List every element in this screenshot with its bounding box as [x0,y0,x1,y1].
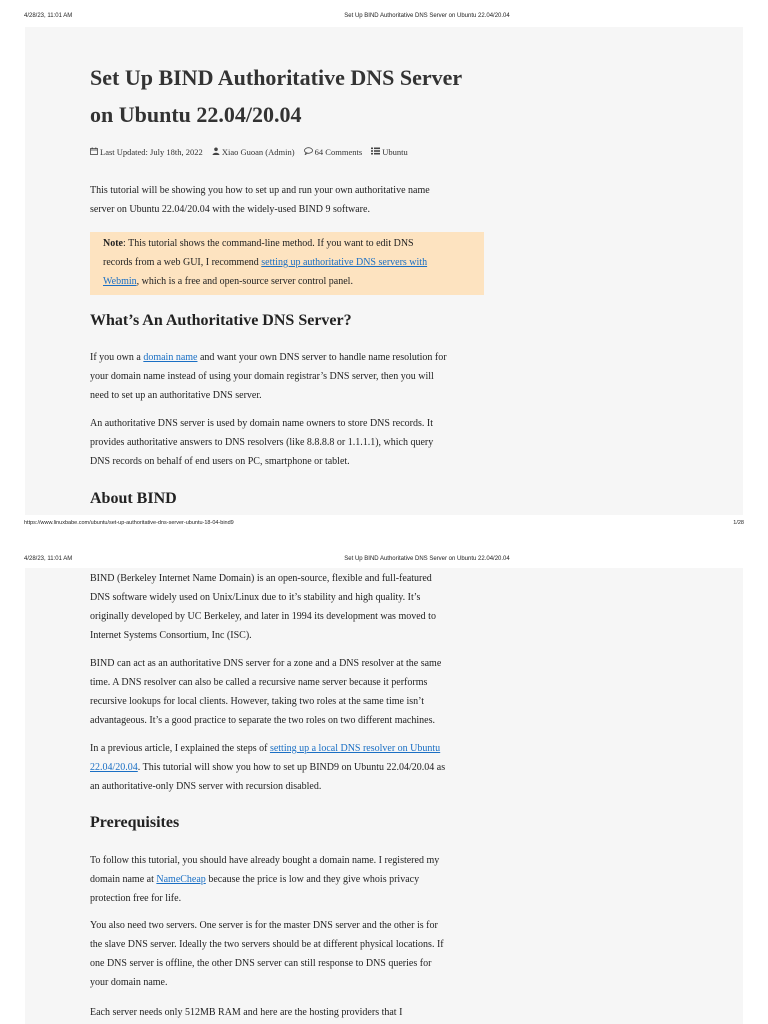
intro-line: This tutorial will be showing you how to set up and run your own authoritative name [90,185,430,196]
title-line-1: Set Up BIND Authoritative DNS Server [90,65,463,90]
text: To follow this tutorial, you should have already bought a domain name. I registered my [90,855,440,866]
article-title [90,59,484,133]
namecheap-link[interactable]: NameCheap [156,874,206,885]
text: You also need two servers. One server is for the master DNS server and the other is for [90,920,438,931]
text: your domain name instead of using your domain registrar’s DNS server, then you will [90,371,434,382]
text: and want your own DNS server to handle name resolution for [197,352,447,363]
text: domain name at [90,874,157,885]
header-title: Set Up BIND Authoritative DNS Server on Ubuntu 22.04/20.04 [344,13,510,19]
dns-resolver-link[interactable]: setting up a local DNS resolver on Ubuntu [269,743,441,754]
text: an authoritative-only DNS server with recursion disabled. [90,781,322,792]
paragraph [90,348,484,405]
text: DNS records on behalf of end users on PC, smartphone or tablet. [90,456,350,467]
text: BIND can act as an authoritative DNS server for a zone and a DNS resolver at the same [90,658,442,669]
text: In a previous article, I explained the steps of [90,743,270,754]
domain-name-link[interactable]: domain name [143,352,198,363]
text: advantageous. It’s a good practice to separate the two roles on two different machines. [90,715,435,726]
last-updated: Last Updated: July 18th, 2022 [100,147,203,157]
text: your domain name. [90,977,168,988]
author-link[interactable]: Xiao Guoan (Admin) [221,147,295,157]
note-text: , which is a free and open-source server control panel. [136,276,353,287]
title-line-2: on Ubuntu 22.04/20.04 [90,102,302,127]
page2-sheet [25,568,743,1024]
comments-icon [304,146,313,160]
webmin-link[interactable]: setting up authoritative DNS servers with [261,257,428,268]
footer-page: 1/28 [733,520,744,526]
paragraph [90,569,484,645]
intro-paragraph [90,181,484,219]
note-text: records from a web GUI, I recommend [103,257,262,268]
page1-sheet [25,27,743,515]
note-box [90,232,484,295]
note-label: Note [103,238,123,249]
note-text: : This tutorial shows the command-line method. If you want to edit DNS [123,238,414,249]
page1-header [0,13,768,27]
header-datetime: 4/28/23, 11:01 AM [24,556,73,562]
list-icon [371,146,380,160]
header-datetime: 4/28/23, 11:01 AM [24,13,73,19]
section-heading [90,813,484,833]
text: one DNS server is offline, the other DNS server can still response to DNS queries for [90,958,432,969]
heading-about-bind: About BIND [90,490,177,507]
category-link[interactable]: Ubuntu [382,147,408,157]
user-icon [212,146,220,160]
paragraph [90,739,484,796]
text: because the price is low and they give whois privacy [205,874,420,885]
text: Internet Systems Consortium, Inc (ISC). [90,630,252,641]
post-meta [90,145,484,160]
text: provides authoritative answers to DNS resolvers (like 8.8.8.8 or 1.1.1.1), which query [90,437,434,448]
intro-line: server on Ubuntu 22.04/20.04 with the widely-used BIND 9 software. [90,204,370,215]
text: the slave DNS server. Ideally the two servers should be at different physical locations. If [90,939,444,950]
page1-footer [0,520,768,534]
text: need to set up an authoritative DNS server. [90,390,262,401]
text: originally developed by UC Berkeley, and later in 1994 its development was moved to [90,611,436,622]
text: recursive lookups for local clients. However, taking two roles at the same time isn’t [90,696,425,707]
text: . This tutorial will show you how to set up BIND9 on Ubuntu 22.04/20.04 as [137,762,446,773]
dns-resolver-link-cont[interactable]: 22.04/20.04 [90,762,138,773]
webmin-link-cont[interactable]: Webmin [103,276,137,287]
header-title: Set Up BIND Authoritative DNS Server on Ubuntu 22.04/20.04 [344,556,510,562]
section-heading [90,489,484,509]
text: An authoritative DNS server is used by domain name owners to store DNS records. It [90,418,433,429]
paragraph [90,1003,484,1022]
text: protection free for life. [90,893,182,904]
text: time. A DNS resolver can also be called a recursive name server because it performs [90,677,428,688]
heading-authoritative-dns: What’s An Authoritative DNS Server? [90,312,352,329]
text: If you own a [90,352,144,363]
paragraph [90,916,484,992]
text: DNS software widely used on Unix/Linux due to it’s stability and high quality. It’s [90,592,421,603]
footer-url: https://www.linuxbabe.com/ubuntu/set-up-authoritative-dns-server-ubuntu-18-04-bind9 [24,520,234,526]
paragraph [90,654,484,730]
paragraph [90,851,484,908]
calendar-icon [90,146,98,160]
text: Each server needs only 512MB RAM and here are the hosting providers that I [90,1007,403,1018]
comments-link[interactable]: 64 Comments [314,147,363,157]
heading-prerequisites: Prerequisites [90,814,180,831]
text: BIND (Berkeley Internet Name Domain) is an open-source, flexible and full-featured [90,573,432,584]
paragraph [90,414,484,471]
section-heading [90,311,484,331]
